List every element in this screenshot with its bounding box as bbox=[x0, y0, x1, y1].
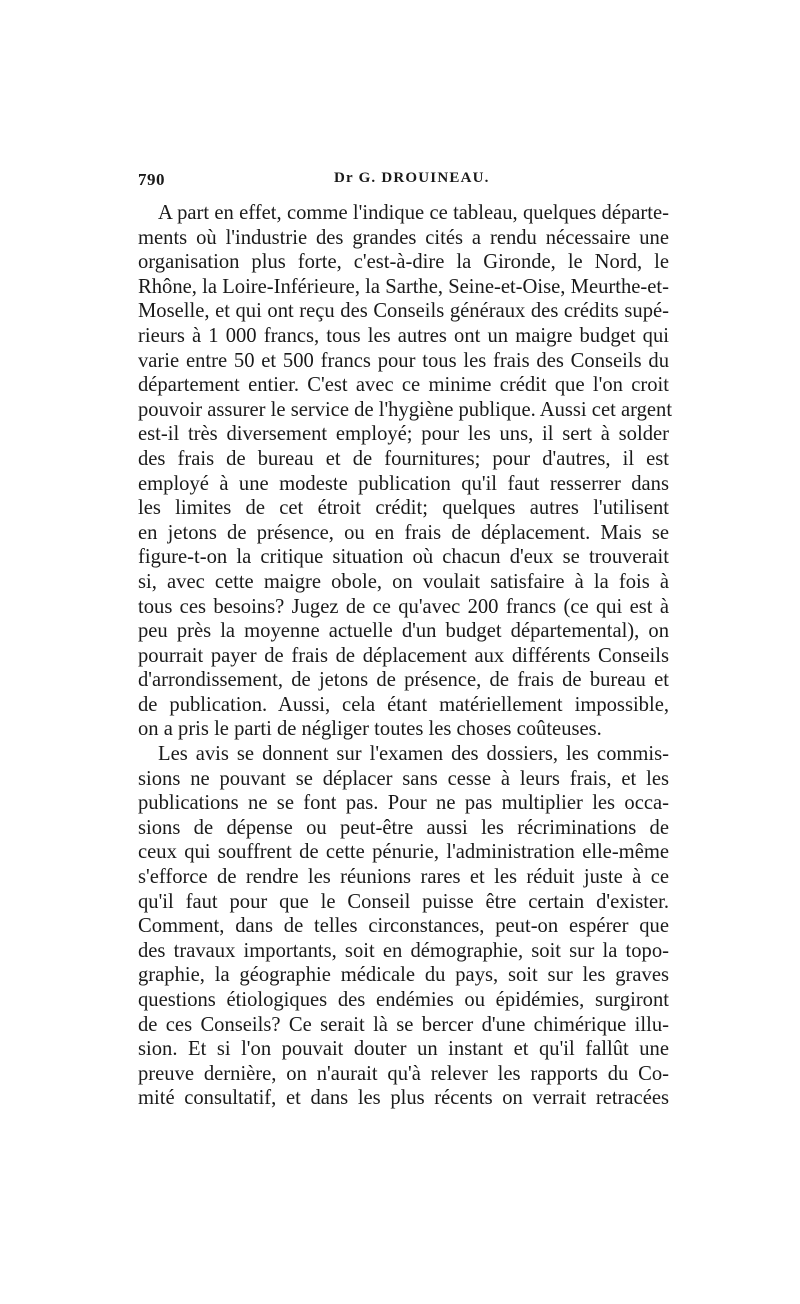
text-line: on a pris le parti de négliger toutes les choses coûteuses. bbox=[138, 718, 602, 741]
text-line: ceux qui souffrent de cette pénurie, l'administration elle-même bbox=[138, 841, 669, 864]
text-line: les limites de cet étroit crédit; quelques autres l'utilisent bbox=[138, 497, 669, 520]
text-line: Rhône, la Loire-Inférieure, la Sarthe, Seine-et-Oise, Meurthe-et- bbox=[138, 275, 669, 298]
text-line: sions ne pouvant se déplacer sans cesse à leurs frais, et les bbox=[138, 767, 669, 790]
text-line: figure-t-on la critique situation où chacun d'eux se trouverait bbox=[138, 546, 669, 569]
text-line: A part en effet, comme l'indique ce tableau, quelques départe- bbox=[158, 202, 669, 224]
text-line: varie entre 50 et 500 francs pour tous les frais des Conseils du bbox=[138, 349, 669, 372]
text-line: preuve dernière, on n'aurait qu'à relever les rapports du Co- bbox=[138, 1062, 669, 1085]
text-line: des frais de bureau et de fournitures; pour d'autres, il est bbox=[138, 447, 669, 470]
text-line: si, avec cette maigre obole, on voulait satisfaire à la fois à bbox=[138, 570, 669, 593]
text-line: sion. Et si l'on pouvait douter un instant et qu'il fallût une bbox=[138, 1038, 669, 1061]
text-line: mité consultatif, et dans les plus récents on verrait retracées bbox=[138, 1087, 669, 1110]
text-line: est-il très diversement employé; pour les uns, il sert à solder bbox=[138, 423, 669, 446]
text-line: Les avis se donnent sur l'examen des dossiers, les commis- bbox=[158, 743, 669, 766]
text-line: de ces Conseils? Ce serait là se bercer d'une chimérique illu- bbox=[138, 1013, 669, 1036]
text-line: en jetons de présence, ou en frais de déplacement. Mais se bbox=[138, 521, 669, 544]
text-line: sions de dépense ou peut-être aussi les récriminations de bbox=[138, 816, 669, 839]
text-line: pouvoir assurer le service de l'hygiène publique. Aussi cet argent bbox=[138, 398, 673, 421]
text-line: graphie, la géographie médicale du pays, soit sur les graves bbox=[138, 964, 669, 987]
running-head: Dr G. DROUINEAU. bbox=[334, 170, 490, 186]
text-line: s'efforce de rendre les réunions rares et les réduit juste à ce bbox=[138, 866, 669, 889]
paragraph-2 bbox=[138, 742, 669, 1111]
text-line: pourrait payer de frais de déplacement aux différents Conseils bbox=[138, 644, 669, 667]
text-line: d'arrondissement, de jetons de présence, de frais de bureau et bbox=[138, 669, 669, 692]
text-line: Comment, dans de telles circonstances, peut-on espérer que bbox=[138, 915, 669, 938]
text-line: ments où l'industrie des grandes cités a rendu nécessaire une bbox=[138, 226, 669, 249]
text-line: questions étiologiques des endémies ou épidémies, surgiront bbox=[138, 989, 669, 1011]
text-line: employé à une modeste publication qu'il faut resserrer dans bbox=[138, 472, 669, 495]
page-number: 790 bbox=[138, 170, 165, 189]
text-line: publications ne se font pas. Pour ne pas multiplier les occa- bbox=[138, 792, 669, 815]
text-line: rieurs à 1 000 francs, tous les autres ont un maigre budget qui bbox=[138, 324, 669, 347]
text-line: des travaux importants, soit en démographie, soit sur la topo- bbox=[138, 939, 669, 962]
text-line: département entier. C'est avec ce minime crédit que l'on croit bbox=[138, 374, 669, 397]
text-line: Moselle, et qui ont reçu des Conseils généraux des crédits supé- bbox=[138, 300, 669, 323]
text-line: organisation plus forte, c'est-à-dire la Gironde, le Nord, le bbox=[138, 251, 669, 274]
text-line: qu'il faut pour que le Conseil puisse être certain d'exister. bbox=[138, 890, 669, 913]
page-header bbox=[138, 170, 668, 194]
paragraph-1 bbox=[138, 201, 673, 742]
body-text bbox=[138, 201, 673, 1111]
text-line: tous ces besoins? Jugez de ce qu'avec 200 francs (ce qui est à bbox=[138, 595, 669, 618]
text-line: de publication. Aussi, cela étant matériellement impossible, bbox=[138, 693, 669, 716]
text-line: peu près la moyenne actuelle d'un budget départemental), on bbox=[138, 620, 669, 643]
